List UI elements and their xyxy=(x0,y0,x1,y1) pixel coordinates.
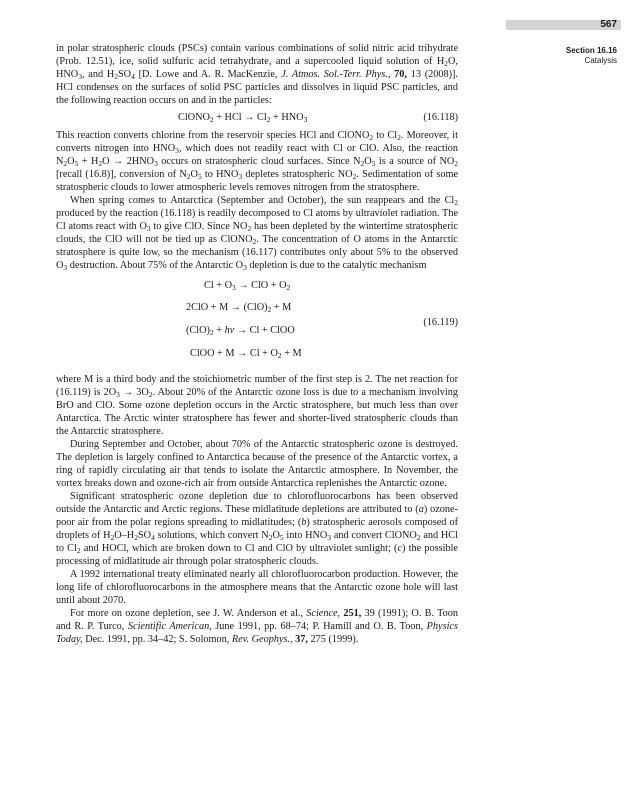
paragraph-references: For more on ozone depletion, see J. W. Anderson et al., Science, 251, 39 (1991); O. B. Toon and R. P. Turco, Scientific American, June 1991, pp. 68–74; P. Hamill and O. B. Toon, Physics Today, Dec. 1991, pp. 34–42; S. Solomon, Rev. Geophys., 37, 275 (1999). xyxy=(56,608,458,645)
equation-step-3: $(ClO)_2 + h\nu \to Cl$ + ClOO xyxy=(186,325,295,337)
equation-16-118 xyxy=(56,111,458,124)
section-title: Catalysis xyxy=(584,56,617,65)
equation-number: (16.118) xyxy=(423,112,458,123)
paragraph-treaty: A 1992 international treaty eliminated nearly all chlorofluorocarbon production. However, the long life of chlorofluorocarbons in the atmosphere means that the Antarctic ozone hole will last until about 2070. xyxy=(56,569,458,606)
body-text xyxy=(56,42,458,646)
equation-16-119 xyxy=(56,279,458,367)
paragraph-reaction: This reaction converts chlorine from the reservoir species HCl and ClONO$_2$ to $Cl_2$. Moreover, it converts nitrogen into $HNO_3$, which does not readily react with Cl or ClO. Also, the reaction $N_2O_5 + H_2O \to 2HNO_3$ occurs on stratospheric cloud surfaces. Since $N_2O_5$ is a source of $NO_2$ [recall (16.8)], conversion of $N_2O_5$ to $HNO_3$ depletes stratospheric $NO_2$. Sedimentation of some stratospheric clouds to lower atmospheric levels removes nitrogen from the stratosphere. xyxy=(56,130,458,193)
section-number: Section 16.16 xyxy=(565,46,617,55)
equation-number: (16.119) xyxy=(423,317,458,328)
section-label xyxy=(566,46,617,66)
paragraph-psc: in polar stratospheric clouds (PSCs) contain various combinations of solid nitric acid trihydrate (Prob. 12.51), ice, solid sulfuric acid tetrahydrate, and a supercooled liquid solution of $H_2O$, $HNO_3$, and $H_2SO_4$ [D. Lowe and A. R. MacKenzie, J. Atmos. Sol.-Terr. Phys., 70, 13 (2008)]. HCl condenses on the surfaces of solid PSC particles and dissolves in liquid PSC particles, and the following reaction occurs on and in the particles: xyxy=(56,43,458,106)
equation-step-2: $2ClO + M \to (ClO)_2 + M$ xyxy=(186,302,292,314)
paragraph-vortex: During September and October, about 70% of the Antarctic stratospheric ozone is destroyed. The depletion is largely confined to Antarctica because of the presence of the Antarctic vortex, a ring of rapidly circulating air that tends to isolate the Antarctic atmosphere. In November, the vortex breaks down and ozone-rich air from outside Antarctica replenishes the Antarctic ozone. xyxy=(56,439,458,489)
equation-expression: ClONO$_2$ + HCl → $Cl_2 + HNO_3$ xyxy=(178,112,308,124)
equation-step-1: $Cl + O_3$ → ClO + $O_2$ xyxy=(204,280,291,292)
paragraph-midlatitude: Significant stratospheric ozone depletion due to chlorofluorocarbons has been observed outside the Antarctic and Arctic regions. These midlatitude depletions are attributed to (a) ozone-poor air from the polar regions spreading to midlatitudes; (b) stratospheric aerosols composed of droplets of $H_2O-H_2SO_4$ solutions, which convert $N_2O_5$ into $HNO_3$ and convert ClONO$_2$ and HCl to $Cl_2$ and HOCl, which are broken down to Cl and ClO by ultraviolet sunlight; (c) the possible processing of midlatitude air through polar stratospheric clouds. xyxy=(56,491,458,567)
paragraph-spring: When spring comes to Antarctica (September and October), the sun reappears and the $Cl_2$ produced by the reaction (16.118) is readily decomposed to Cl atoms by ultraviolet radiation. The Cl atoms react with $O_3$ to give ClO. Since $NO_2$ has been depleted by the wintertime stratospheric clouds, the ClO will not be tied up as ClONO$_2$. The concentration of O atoms in the Antarctic stratosphere is quite low, so the mechanism (16.117) contributes only about 5% to the observed $O_3$ destruction. About 75% of the Antarctic $O_3$ depletion is due to the catalytic mechanism xyxy=(56,195,459,272)
page-number: 567 xyxy=(600,19,617,30)
paragraph-third-body: where M is a third body and the stoichiometric number of the first step is 2. The net reaction for (16.119) is $2O_3 \to 3O_2$. About 20% of the Antarctic ozone loss is due to a mechanism involving BrO and ClO. Some ozone depletion occurs in the Arctic stratosphere, but much less than over Antarctica. The Arctic winter stratosphere has fewer and shorter-lived stratospheric clouds than the Antarctic stratosphere. xyxy=(56,374,459,437)
equation-step-4: ClOO + $M \to Cl + O_2 + M$ xyxy=(190,348,302,360)
